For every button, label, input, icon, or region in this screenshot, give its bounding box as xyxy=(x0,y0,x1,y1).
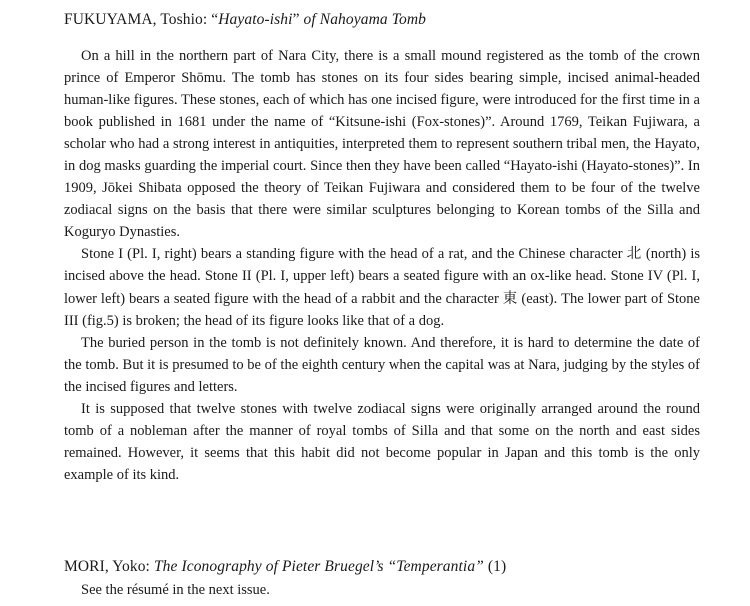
author-name: FUKUYAMA, Toshio xyxy=(64,11,203,28)
title-suffix: (1) xyxy=(483,558,507,575)
article-heading xyxy=(64,557,506,577)
title-open-quote: “ xyxy=(211,11,219,28)
author-name: MORI, Yoko xyxy=(64,558,146,575)
title-italic: The Iconography of Pieter Bruegel’s “Temperantia” xyxy=(153,558,484,575)
author-separator: : xyxy=(145,558,154,575)
resume-note: See the résumé in the next issue. xyxy=(81,582,270,598)
article-body xyxy=(64,45,700,486)
paragraph: It is supposed that twelve stones with twelve zodiacal signs were originally arranged around the round tomb of a nobleman after the manner of royal tombs of Silla and that some on the north and east sides remained. However, it seems that this habit did not become popular in Japan and this tomb is the only example of its kind. xyxy=(64,400,700,483)
author-separator: : xyxy=(202,11,212,28)
paragraph: The buried person in the tomb is not definitely known. And therefore, it is hard to determine the date of the tomb. But it is presumed to be of the eighth century when the capital was at Nara, judging by the styles of the incised figures and letters. xyxy=(64,334,700,395)
title-italic: Hayato-ishi xyxy=(218,11,293,28)
title-rest: of Nahoyama Tomb xyxy=(299,11,426,28)
article-heading xyxy=(64,10,426,30)
paragraph: On a hill in the northern part of Nara City, there is a small mound registered as the tomb of the crown prince of Emperor Shōmu. The tomb has stones on its four sides bearing simple, incised animal-headed human-like figures. These stones, each of which has one incised figure, were introduced for the first time in a book published in 1681 under the name of “Kitsune-ishi (Fox-stones)”. Around 1769, Teikan Fujiwara, a scholar who had a strong interest in antiquities, interpreted them to represent southern tribal men, the Hayato, in dog masks guarding the imperial court. Since then they have been called “Hayato-ishi (Hayato-stones)”. In 1909, Jōkei Shibata opposed the theory of Teikan Fujiwara and considered them to be four of the twelve zodiacal signs on the basis that there were similar sculptures belonging to Korean tombs of the Silla and Koguryo Dynasties. xyxy=(64,48,700,241)
paragraph: Stone I (Pl. I, right) bears a standing figure with the head of a rat, and the Chinese character 北 (north) is incised above the head. Stone II (Pl. I, upper left) bears a seated figure with an ox-like head. Stone IV (Pl. I, lower left) bears a seated figure with the head of a rabbit and the character 東 (east). The lower part of Stone III (fig.5) is broken; the head of its figure looks like that of a dog. xyxy=(64,246,700,329)
title-close-quote: ” xyxy=(292,11,300,28)
